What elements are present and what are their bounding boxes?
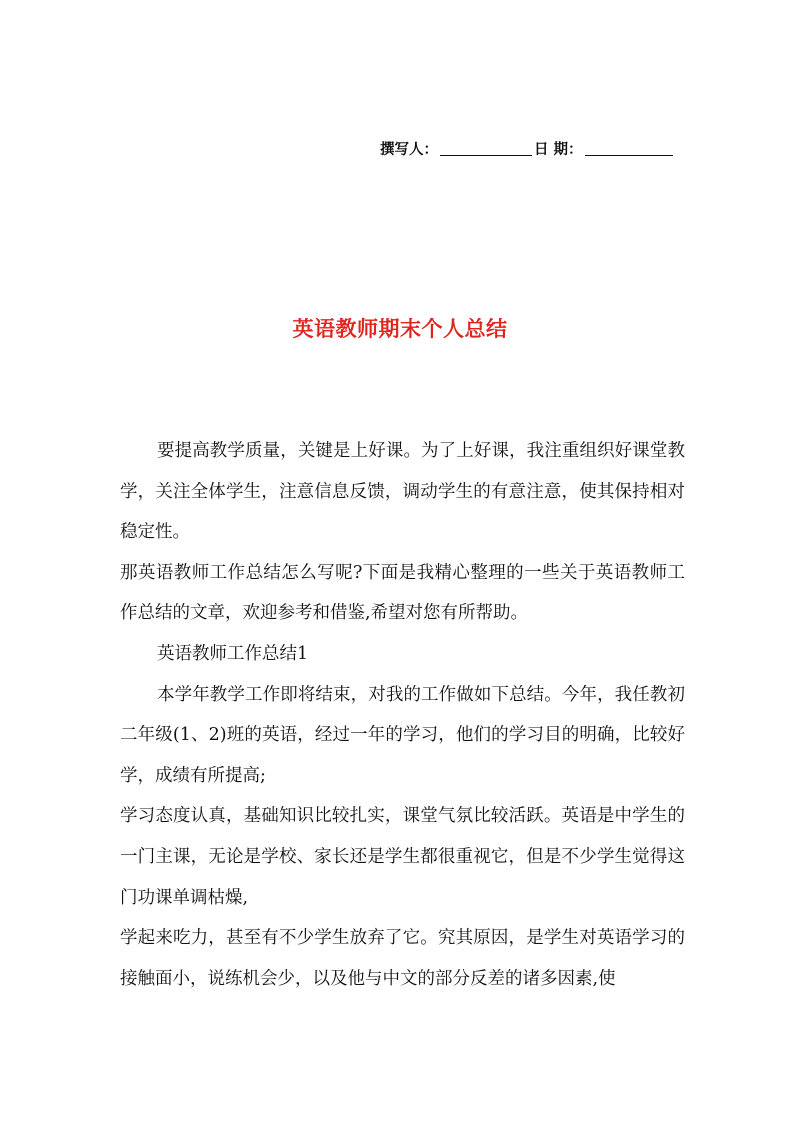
- document-title: 英语教师期末个人总结: [292, 316, 508, 341]
- document-body: [120, 431, 685, 999]
- paragraph-lead: 那英语教师工作总结怎么写呢?下面是我精心整理的一些关于英语教师工作总结的文章，欢迎参考和借鉴,希望对您有所帮助。: [120, 562, 685, 624]
- date-label: 日 期：: [534, 141, 583, 158]
- section-heading: 英语教师工作总结1: [157, 643, 309, 664]
- paragraph-intro: 要提高教学质量，关键是上好课。为了上好课，我注重组织好课堂教学，关注全体学生，注意信息反馈，调动学生的有意注意，使其保持相对稳定性。: [120, 441, 685, 543]
- paragraph-body-2: 学习态度认真，基础知识比较扎实，课堂气氛比较活跃。英语是中学生的一门主课，无论是学校、家长还是学生都很重视它，但是不少学生觉得这门功课单调枯燥,: [120, 806, 685, 908]
- author-blank-field[interactable]: [440, 140, 532, 156]
- author-label: 撰写人：: [380, 141, 438, 158]
- author-date-line: [380, 139, 680, 159]
- date-blank-field[interactable]: [585, 140, 673, 156]
- paragraph-body-3: 学起来吃力，甚至有不少学生放弃了它。究其原因，是学生对英语学习的接触面小，说练机会少，以及他与中文的部分反差的诸多因素,使: [120, 928, 685, 989]
- paragraph-body-1: 本学年教学工作即将结束，对我的工作做如下总结。今年，我任教初二年级(1、2)班的英语，经过一年的学习，他们的学习目的明确，比较好学，成绩有所提高;: [120, 684, 685, 786]
